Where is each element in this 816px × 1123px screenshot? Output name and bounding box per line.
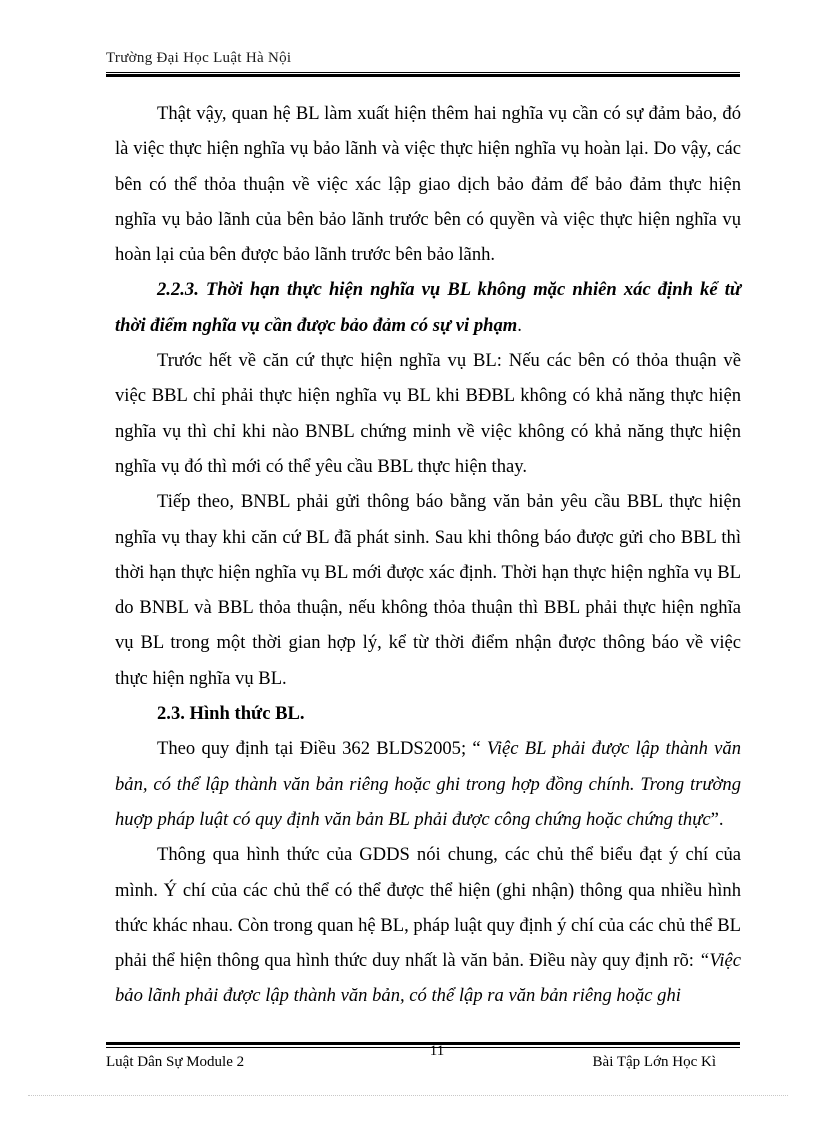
section-heading-2-3 bbox=[115, 696, 741, 731]
paragraph-5-lead: Thông qua hình thức của GDDS nói chung, các chủ thể biểu đạt ý chí của mình. Ý chí của các chủ thể có thể được thể hiện (ghi nhận) thông qua nhiều hình thức khác nhau. Còn trong quan hệ BL, pháp luật quy định ý chí của các chủ thể BL phải thể hiện thông qua hình thức duy nhất là văn bản. Điều này quy định rõ: bbox=[115, 844, 741, 972]
paragraph-5-quote: “Việc bảo lãnh phải được lập thành văn bản, có thể lập ra văn bản riêng hoặc ghi bbox=[115, 950, 741, 1007]
page-header-title: Trường Đại Học Luật Hà Nội bbox=[106, 50, 292, 66]
paragraph-4-end: ”. bbox=[710, 808, 724, 830]
footer-assignment-name: Bài Tập Lớn Học Kì bbox=[592, 1054, 716, 1070]
section-heading-2-3-text: 2.3. Hình thức BL. bbox=[157, 703, 305, 725]
paragraph-3: Tiếp theo, BNBL phải gửi thông báo bằng văn bản yêu cầu BBL thực hiện nghĩa vụ thay khi căn cứ BL đã phát sinh. Sau khi thông báo được gửi cho BBL thì thời hạn thực hiện nghĩa vụ BL mới được xác định. Thời hạn thực hiện nghĩa vụ BL do BNBL và BBL thỏa thuận, nếu không thỏa thuận thì BBL phải thực hiện nghĩa vụ BL trong một thời gian hợp lý, kể từ thời điểm nhận được thông báo về việc thực hiện nghĩa vụ BL. bbox=[115, 491, 741, 689]
paragraph-4 bbox=[115, 731, 741, 837]
page-bottom-edge bbox=[28, 1095, 788, 1096]
section-heading-2-2-3-text: 2.2.3. Thời hạn thực hiện nghĩa vụ BL không mặc nhiên xác định kể từ thời điểm nghĩa vụ cần được bảo đảm có sự vi phạm bbox=[115, 279, 741, 336]
header-divider-thick bbox=[106, 74, 740, 77]
paragraph-2: Trước hết về căn cứ thực hiện nghĩa vụ BL: Nếu các bên có thỏa thuận về việc BBL chỉ phải thực hiện nghĩa vụ BL khi BĐBL không có khả năng thực hiện nghĩa vụ thì chỉ khi nào BNBL chứng minh về việc không có khả năng thực hiện nghĩa vụ đó thì mới có thể yêu cầu BBL thực hiện thay. bbox=[115, 350, 741, 477]
page-number: 11 bbox=[429, 1043, 445, 1059]
footer-course-name: Luật Dân Sự Module 2 bbox=[106, 1054, 245, 1070]
document-body bbox=[115, 96, 741, 1014]
section-heading-2-2-3 bbox=[115, 272, 741, 343]
header-divider-thin bbox=[106, 72, 740, 73]
paragraph-4-lead: Theo quy định tại Điều 362 BLDS2005; “ bbox=[157, 738, 487, 760]
paragraph-4-quote: Việc BL phải được lập thành văn bản, có thể lập thành văn bản riêng hoặc ghi trong hợp đồng chính. Trong trường huợp pháp luật có quy định văn bản BL phải được công chứng hoặc chứng thực bbox=[115, 738, 741, 830]
paragraph-5 bbox=[115, 837, 741, 1013]
section-heading-2-2-3-period: . bbox=[517, 314, 522, 336]
paragraph-1: Thật vậy, quan hệ BL làm xuất hiện thêm hai nghĩa vụ cần có sự đảm bảo, đó là việc thực hiện nghĩa vụ bảo lãnh và việc thực hiện nghĩa vụ hoàn lại. Do vậy, các bên có thể thỏa thuận về việc xác lập giao dịch bảo đảm để bảo đảm thực hiện nghĩa vụ bảo lãnh của bên bảo lãnh trước bên có quyền và việc thực hiện nghĩa vụ hoàn lại của bên được bảo lãnh trước bên bảo lãnh. bbox=[115, 103, 741, 266]
